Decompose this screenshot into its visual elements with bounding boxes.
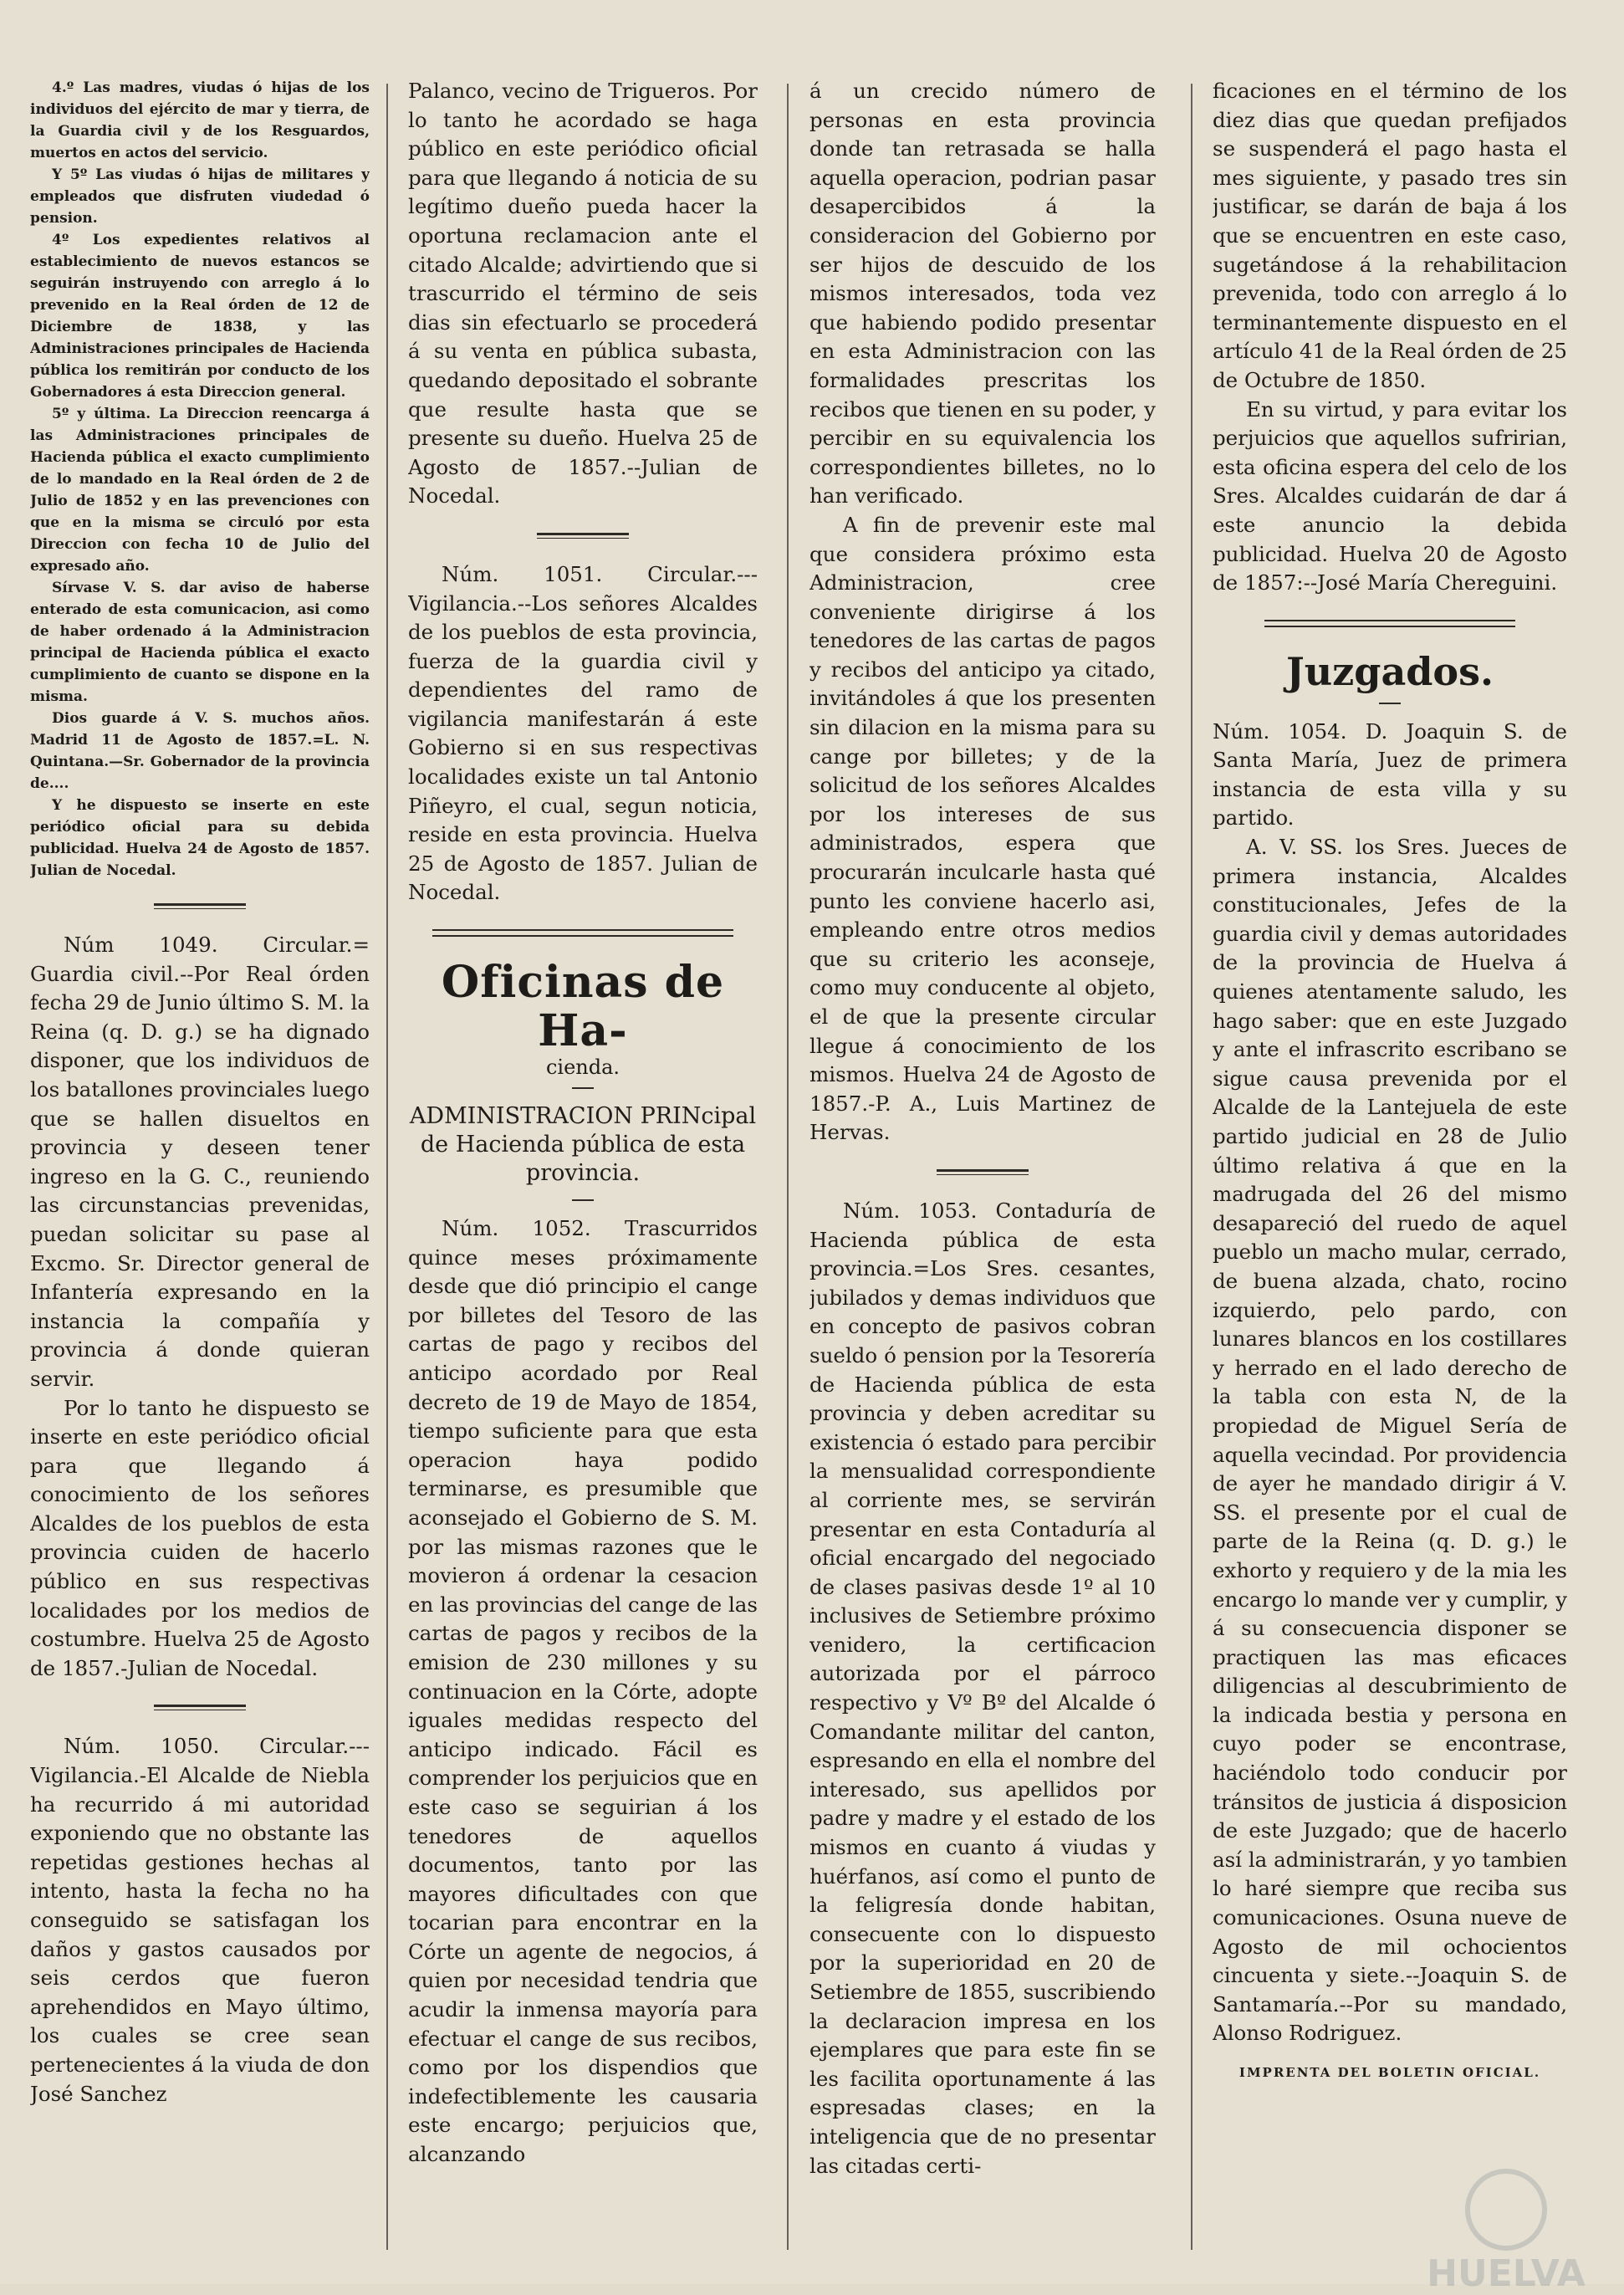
separator-rule <box>432 929 733 937</box>
article-1053 <box>809 1197 1156 2180</box>
article-1052 <box>408 1214 758 2170</box>
article-1054 <box>1213 718 1567 2048</box>
column-divider <box>787 84 789 2250</box>
separator-rule <box>537 533 629 539</box>
article-paragraph: Núm 1049. Circular.= Guardia civil.--Por Real órden fecha 29 de Junio último S. M. la Reina (q. D. g.) se ha dignado disponer, que los individuos de los batallones provinciales luego que se hallen disueltos en provincia y deseen tener ingreso en la G. C., reuniendo las circunstancias prevenidas, puedan solicitar su pase al Excmo. Sr. Director general de Infantería expresando en la instancia la compañía y provincia á donde quieran servir. <box>30 933 370 1391</box>
article-paragraph: Núm. 1052. Trascurridos quince meses próximamente desde que dió principio el cange por billetes del Tesoro de las cartas de pago y recibos del anticipo acordado por Real decreto de 19 de Mayo de 1854, tiempo suficiente para que esta operacion haya podido terminarse, es presumible que aconsejado el Gobierno de S. M. por las mismas razones que le movieron á ordenar la cesacion en las provincias del cange de las cartas de pagos y recibos de la emision de 230 millones y su continuacion en la Córte, adopte iguales medidas respecto del anticipo indicado. Fácil es comprender los perjuicios que en este caso se seguirian á los tenedores de aquellos documentos, tanto por las mayores dificultades con que tocarian para encontrar en la Córte un agente de negocios, á quien por necesidad tendria que acudir la inmensa mayoría para efectuar el cange de sus recibos, como por los dispendios que indefectiblemente les causaria este encargo; perjuicios que, alcanzando <box>408 1216 758 2167</box>
separator-rule <box>937 1169 1029 1175</box>
decree-paragraph: Sírvase V. S. dar aviso de haberse enterado de esta comunicacion, asi como de haber ordenado á la Administracion principal de Hacienda pública el exacto cumplimiento de cuanto se dispone en la misma. <box>30 580 370 705</box>
separator-rule <box>154 903 246 909</box>
decree-paragraph: 4.º Las madres, viudas ó hijas de los individuos del ejército de mar y tierra, de la Guardia civil y de los Resguardos, muertos en actos del servicio. <box>30 79 370 161</box>
article-paragraph: Núm. 1053. Contaduría de Hacienda pública de esta provincia.=Los Sres. cesantes, jubilados y demas individuos que en concepto de pasivos cobran sueldo ó pension por la Tesorería de Hacienda pública de esta provincia y deben acreditar su existencia ó estado para percibir la mensualidad correspondiente al corriente mes, se servirán presentar en esta Contaduría al oficial encargado del negociado de clases pasivas desde 1º al 10 inclusives de Setiembre próximo venidero, la certificacion autorizada por el párroco respectivo y Vº Bº del Alcalde ó Comandante militar del canton, espresando en ella el nombre del interesado, sus apellidos por padre y madre y el estado de los mismos en cuanto á viudas y huérfanos, así como el punto de la feligresía donde habitan, consecuente con lo dispuesto por la superioridad en 20 de Setiembre de 1855, suscribiendo la declaracion impresa en los ejemplares que para este fin se les facilita oportunamente á las espresadas clases; en la inteligencia que de no presentar las citadas certi- <box>809 1198 1156 2178</box>
separator-rule <box>1264 620 1515 627</box>
separator-dash <box>572 1199 594 1201</box>
article-paragraph: Núm. 1050. Circular.--- Vigilancia.-El Alcalde de Niebla ha recurrido á mi autoridad exponiendo que no obstante las repetidas gestiones hechas al intento, hasta la fecha no ha conseguido se satisfagan los daños y gastos causados por seis cerdos que fueron aprehendidos en Mayo último, los cuales se cree sean pertenecientes á la viuda de don José Sanchez <box>30 1734 370 2106</box>
separator-rule <box>154 1705 246 1710</box>
column-3 <box>809 77 1156 2180</box>
column-divider <box>1191 84 1192 2250</box>
decree-paragraph: 4º Los expedientes relativos al establecimiento de nuevos estancos se seguirán instruyendo con arreglo á lo prevenido en la Real órden de 12 de Diciembre de 1838, y las Administraciones principales de Hacienda pública los remitirán por conducto de los Gobernadores á esta Direccion general. <box>30 232 370 401</box>
column-4 <box>1213 77 1567 2080</box>
decree-continuation <box>30 77 370 882</box>
printer-imprint: IMPRENTA DEL BOLETIN OFICIAL. <box>1238 2065 1541 2080</box>
section-title-continuation: cienda. <box>545 1055 620 1080</box>
article-1052-continuation <box>809 77 1156 1148</box>
article-1049 <box>30 931 370 1683</box>
admin-heading: ADMINISTRACION PRINcipal de Hacienda pública de esta provincia. <box>409 1103 757 1187</box>
juzgados-title: Juzgados. <box>1285 648 1494 694</box>
separator-dash <box>1379 703 1401 704</box>
column-1 <box>30 77 370 2108</box>
decree-paragraph: Dios guarde á V. S. muchos años. Madrid 11 de Agosto de 1857.=L. N. Quintana.—Sr. Gobernador de la provincia de.... <box>30 710 370 792</box>
article-paragraph: ficaciones en el término de los diez dias que quedan prefijados se suspenderá el pago hasta el mes siguiente, y pasado tres sin justificar, se darán de baja á los que se encuentren en este caso, sugetándose á la rehabilitacion prevenida, todo con arreglo á lo terminantemente dispuesto en el artículo 41 de la Real órden de 25 de Octubre de 1850. <box>1213 79 1567 392</box>
article-1051 <box>408 560 758 907</box>
column-2 <box>408 77 758 2170</box>
decree-paragraph: 5º y última. La Direccion reencarga á las Administraciones principales de Hacienda pública el exacto cumplimiento de lo mandado en la Real órden de 2 de Julio de 1852 y en las prevenciones con que en la misma se circuló por esta Direccion con fecha 10 de Julio del expresado año. <box>30 406 370 575</box>
article-1050-continuation <box>408 77 758 511</box>
decree-paragraph: Y he dispuesto se inserte en este periódico oficial para su debida publicidad. Huelva 24 de Agosto de 1857. Julian de Nocedal. <box>30 797 370 879</box>
article-paragraph: Por lo tanto he dispuesto se inserte en este periódico oficial para que llegando á conocimiento de los señores Alcaldes de los pueblos de esta provincia cuiden de hacerlo público en sus respectivas localidades por los medios de costumbre. Huelva 25 de Agosto de 1857.-Julian de Nocedal. <box>30 1395 370 1680</box>
watermark-logo-icon <box>1465 2169 1547 2251</box>
article-paragraph: Núm. 1051. Circular.--- Vigilancia.--Los señores Alcaldes de los pueblos de esta provincia, fuerza de la guardia civil y dependientes del ramo de vigilancia manifestarán á este Gobierno si en sus respectivas localidades existe un tal Antonio Piñeyro, el cual, segun noticia, reside en esta provincia. Huelva 25 de Agosto de 1857. Julian de Nocedal. <box>408 561 758 905</box>
article-paragraph: Palanco, vecino de Trigueros. Por lo tanto he acordado se haga público en este periódico oficial para que llegando á noticia de su legítimo dueño pueda hacer la oportuna reclamacion ante el citado Alcalde; advirtiendo que si trascurrido el término de seis dias sin efectuarlo se procederá á su venta en pública subasta, quedando depositado el sobrante que resulte hasta que se presente su dueño. Huelva 25 de Agosto de 1857.--Julian de Nocedal. <box>408 79 758 509</box>
archive-watermark <box>1410 2169 1602 2295</box>
article-1050 <box>30 1732 370 2108</box>
column-divider <box>386 84 388 2250</box>
article-paragraph: A fin de prevenir este mal que considera próximo esta Administracion, cree conveniente dirigirse á los tenedores de las cartas de pagos y recibos del anticipo ya citado, invitándoles á que los presenten sin dilacion en la misma para su cange por billetes; y de la solicitud de los señores Alcaldes por los intereses de sus administrados, espera que procurarán inculcarle hasta qué punto les conviene hacerlo asi, empleando entre otros medios que su criterio les aconseje, como muy conducente al objeto, el de que la presente circular llegue á conocimiento de los mismos. Huelva 24 de Agosto de 1857.-P. A., Luis Martinez de Hervas. <box>809 512 1156 1145</box>
article-1053-continuation <box>1213 77 1567 598</box>
separator-dash <box>572 1087 594 1089</box>
article-paragraph: Núm. 1054. D. Joaquin S. de Santa María, Juez de primera instancia de esta villa y su partido. <box>1213 718 1567 831</box>
watermark-text: HUELVA <box>1427 2252 1586 2295</box>
article-paragraph: A. V. SS. los Sres. Jueces de primera instancia, Alcaldes constitucionales, Jefes de la guardia civil y demas autoridades de la provincia de Huelva á quienes atentamente saludo, les hago saber: que en este Juzgado y ante el infrascrito escribano se sigue causa prevenida por el Alcalde de la Lantejuela de este partido judicial en 28 de Julio último relativa á que en la madrugada del 26 del mismo desapareció del ruedo de aquel pueblo un macho mular, cerrado, de buena alzada, chato, rocino izquierdo, pelo pardo, con lunares blancos en los costillares y herrado en el lado derecho de la tabla con esta N, de la propiedad de Miguel Sería de aquella vecindad. Por providencia de ayer he mandado dirigir á V. SS. el presente por el cual de parte de la Reina (q. D. g.) le exhorto y requiero y de la mia les encargo lo mande ver y cumplir, y á su consecuencia disponer se practiquen las mas eficaces diligencias al descubrimiento de la indicada bestia y persona en cuyo poder se encontrase, haciéndolo todo conducir por tránsitos de justicia á disposicion de este Juzgado; que de hacerlo así la administrarán, y yo tambien lo haré siempre que reciba sus comunicaciones. Osuna nueve de Agosto de mil ochocientos cincuenta y siete.--Joaquin S. de Santamaría.--Por su mandado, Alonso Rodriguez. <box>1213 835 1567 2046</box>
section-title: Oficinas de Ha- <box>441 957 725 1057</box>
decree-paragraph: Y 5º Las viudas ó hijas de militares y empleados que disfruten viudedad ó pension. <box>30 166 370 227</box>
article-paragraph: á un crecido número de personas en esta provincia donde tan retrasada se halla aquella operacion, podrian pasar desapercibidos á la consideracion del Gobierno por ser hijos de descuido de los mismos interesados, toda vez que habiendo podido presentar en esta Administracion con las formalidades prescritas los recibos que tienen en su poder, y percibir en su equivalencia los correspondientes billetes, no lo han verificado. <box>809 79 1156 509</box>
article-paragraph: En su virtud, y para evitar los perjuicios que aquellos sufririan, esta oficina espera del celo de los Sres. Alcaldes cuidarán de dar á este anuncio la debida publicidad. Huelva 20 de Agosto de 1857:--José María Chereguini. <box>1213 396 1567 595</box>
